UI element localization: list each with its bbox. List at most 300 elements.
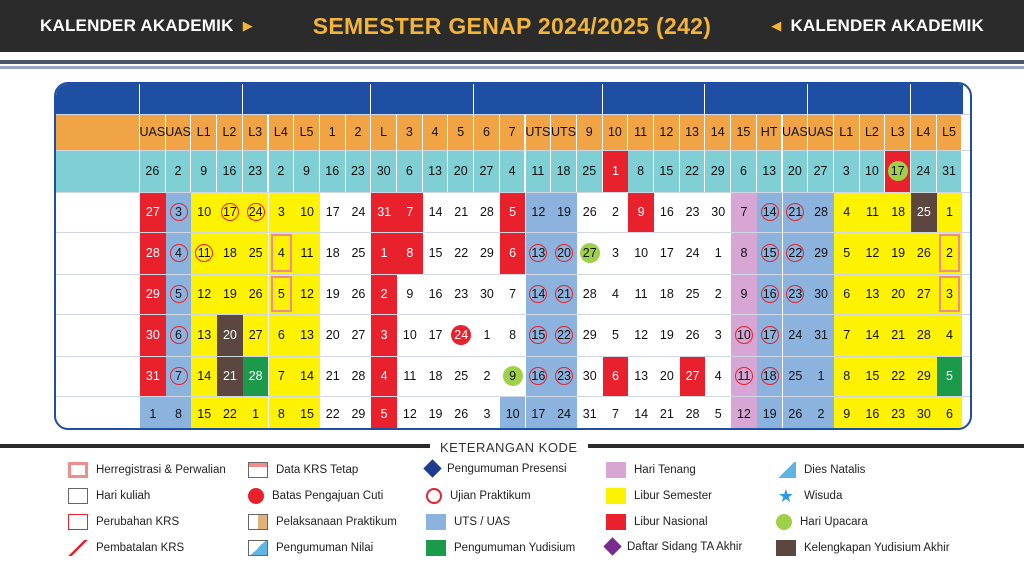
day-cell: 7 — [731, 192, 757, 232]
legend-item — [606, 462, 696, 478]
day-cell — [166, 232, 192, 274]
sunday-date: 8 — [628, 150, 654, 192]
week-number: UAS — [140, 114, 166, 150]
day-cell: 10 — [402, 328, 417, 342]
legend-swatch-icon — [776, 462, 796, 478]
month-header-5 — [705, 84, 808, 114]
exam-circle-icon: 15 — [761, 244, 779, 262]
day-cell: 5 — [611, 328, 619, 342]
legend-label: Pengumuman Presensi — [447, 462, 567, 475]
day-cell: 11 — [860, 192, 886, 232]
day-cell: 12 — [191, 274, 217, 314]
day-cell — [526, 232, 552, 274]
weekday-label — [56, 232, 140, 274]
day-cell: 14 — [294, 356, 320, 396]
day-cell: 6 — [834, 274, 860, 314]
sunday-date: 30 — [371, 150, 397, 192]
sunday-date: 9 — [294, 150, 320, 192]
day-cell: 15 — [191, 396, 217, 430]
day-cell: 4 — [371, 356, 397, 396]
legend-swatch-icon — [606, 462, 626, 478]
sunday-date: 10 — [860, 150, 886, 192]
day-cell: 26 — [454, 407, 469, 421]
legend-swatch-icon: ★ — [777, 485, 795, 506]
week-number: 9 — [577, 114, 603, 150]
sunday-date: 27 — [474, 150, 500, 192]
week-number: 10 — [603, 114, 629, 150]
day-cell: 1 — [243, 396, 269, 430]
leave-deadline-icon: 24 — [451, 325, 471, 345]
ceremony-marker: 17 — [888, 161, 908, 181]
legend-swatch-icon — [248, 514, 268, 530]
day-cell: 27 — [140, 192, 166, 232]
day-cell: 30 — [808, 274, 834, 314]
month-header-blank — [911, 84, 964, 114]
legend-item — [68, 462, 226, 478]
day-cell: 28 — [351, 369, 366, 383]
day-cell: 23 — [454, 287, 469, 301]
day-cell: 9 — [731, 274, 757, 314]
day-cell: 14 — [191, 356, 217, 396]
day-cell: 3 — [714, 328, 722, 342]
week-number: 4 — [423, 114, 449, 150]
day-cell: 22 — [325, 407, 340, 421]
weekday-label — [56, 356, 140, 396]
day-cell: 13 — [634, 369, 649, 383]
day-cell: 4 — [937, 314, 963, 356]
sunday-date: 3 — [834, 150, 860, 192]
week-number: L5 — [294, 114, 320, 150]
day-cell: 28 — [582, 287, 597, 301]
legend-label: Dies Natalis — [804, 464, 866, 476]
day-cell: 28 — [243, 356, 269, 396]
legend-label: Ujian Praktikum — [450, 490, 531, 502]
day-cell: 10 — [500, 396, 526, 430]
day-cell: 29 — [582, 328, 597, 342]
legend-label: Kelengkapan Yudisium Akhir — [804, 542, 950, 554]
exam-circle-icon: 17 — [221, 203, 239, 221]
week-label — [56, 114, 140, 150]
day-cell: 26 — [582, 205, 597, 219]
day-cell: 10 — [191, 192, 217, 232]
day-cell: 12 — [731, 396, 757, 430]
exam-circle-icon: 15 — [529, 326, 547, 344]
day-cell: 17 — [325, 205, 340, 219]
day-cell — [551, 274, 577, 314]
day-cell: 7 — [269, 356, 295, 396]
legend-swatch-icon — [606, 514, 626, 530]
day-cell — [757, 232, 783, 274]
day-cell: 15 — [294, 396, 320, 430]
exam-circle-icon: 24 — [247, 203, 265, 221]
week-number: 15 — [731, 114, 757, 150]
legend-label: Hari Tenang — [634, 464, 696, 476]
exam-circle-icon: 6 — [170, 326, 188, 344]
legend-label: Hari kuliah — [96, 490, 151, 502]
row-divider — [56, 192, 972, 193]
day-cell: 12 — [294, 274, 320, 314]
week-number: 14 — [705, 114, 731, 150]
legend-item — [248, 488, 383, 504]
day-cell: 7 — [834, 314, 860, 356]
legend-label: Hari Upacara — [800, 516, 868, 528]
exam-circle-icon: 13 — [529, 244, 547, 262]
week-number: L3 — [885, 114, 911, 150]
sunday-date: 22 — [680, 150, 706, 192]
day-cell: 5 — [714, 407, 722, 421]
day-cell — [140, 356, 166, 396]
day-cell: 22 — [454, 246, 469, 260]
legend-label: UTS / UAS — [454, 516, 511, 528]
sunday-date: 31 — [937, 150, 963, 192]
day-cell — [757, 192, 783, 232]
week-number: L4 — [269, 114, 295, 150]
exam-circle-icon: 21 — [786, 203, 804, 221]
day-cell: 29 — [808, 232, 834, 274]
legend-swatch-icon — [776, 540, 796, 556]
legend-item — [776, 514, 868, 530]
day-cell — [526, 314, 552, 356]
exam-circle-icon: 4 — [170, 244, 188, 262]
exam-circle-icon: 14 — [761, 203, 779, 221]
day-cell: 3 — [937, 274, 963, 314]
day-cell: 12 — [402, 407, 417, 421]
day-cell: 21 — [659, 407, 674, 421]
day-cell: 18 — [325, 246, 340, 260]
day-cell: 31 — [371, 192, 397, 232]
legend-item — [248, 514, 397, 530]
day-cell — [191, 232, 217, 274]
day-cell: 25 — [911, 192, 937, 232]
week-number: L2 — [217, 114, 243, 150]
day-cell: 9 — [406, 287, 414, 301]
legend-item — [776, 462, 865, 478]
sunday-date: 16 — [217, 150, 243, 192]
day-cell: 10 — [634, 246, 649, 260]
sunday-date: 6 — [397, 150, 423, 192]
day-cell: 31 — [808, 314, 834, 356]
legend-label: Pembatalan KRS — [96, 542, 185, 554]
exam-circle-icon: 22 — [555, 326, 573, 344]
day-cell: 29 — [911, 356, 937, 396]
day-cell: 26 — [911, 232, 937, 274]
exam-circle-icon: 16 — [761, 285, 779, 303]
day-cell: 1 — [808, 356, 834, 396]
legend-swatch-icon — [248, 462, 268, 478]
day-cell: 24 — [551, 396, 577, 430]
day-cell: 20 — [325, 328, 340, 342]
day-cell: 29 — [479, 246, 494, 260]
sunday-date: 2 — [166, 150, 192, 192]
legend-item — [426, 462, 567, 475]
legend-item — [68, 488, 150, 504]
day-cell: 18 — [659, 287, 674, 301]
day-cell: 19 — [217, 274, 243, 314]
legend-item — [426, 488, 531, 504]
day-cell: 26 — [783, 396, 809, 430]
day-cell: 26 — [351, 287, 366, 301]
day-cell: 3 — [269, 192, 295, 232]
week-number: UAS — [783, 114, 809, 150]
day-cell: 23 — [685, 205, 700, 219]
sunday-date: 13 — [423, 150, 449, 192]
sunday-date: 27 — [808, 150, 834, 192]
week-number: 2 — [346, 114, 372, 150]
arrow-right-icon: ▶ — [242, 18, 253, 33]
day-cell: 29 — [140, 274, 166, 314]
day-cell: 31 — [582, 407, 597, 421]
legend-swatch-icon — [68, 540, 88, 556]
day-cell — [217, 192, 243, 232]
day-cell: 25 — [351, 246, 366, 260]
day-cell: 13 — [860, 274, 886, 314]
exam-circle-icon: 16 — [529, 367, 547, 385]
day-cell: 16 — [659, 205, 674, 219]
day-cell — [757, 356, 783, 396]
day-cell: 4 — [611, 287, 619, 301]
day-cell: 7 — [509, 287, 517, 301]
legend-swatch-icon — [423, 459, 441, 477]
day-cell — [757, 274, 783, 314]
day-cell: 12 — [860, 232, 886, 274]
day-cell: 3 — [483, 407, 491, 421]
week-number: 7 — [500, 114, 526, 150]
week-number: UAS — [166, 114, 192, 150]
sunday-date: 2 — [269, 150, 295, 192]
day-cell: 2 — [937, 232, 963, 274]
day-cell: 6 — [603, 356, 629, 396]
row-divider — [56, 150, 972, 151]
day-cell: 16 — [860, 396, 886, 430]
row-divider — [56, 356, 972, 357]
legend-divider — [0, 444, 430, 448]
sunday-label — [56, 150, 140, 192]
day-cell: 24 — [685, 246, 700, 260]
week-number: 1 — [320, 114, 346, 150]
week-number: L4 — [911, 114, 937, 150]
day-cell: 17 — [428, 328, 443, 342]
day-cell: 3 — [371, 314, 397, 356]
day-cell — [448, 314, 474, 356]
exam-circle-icon: 23 — [555, 367, 573, 385]
day-cell: 30 — [911, 396, 937, 430]
day-cell — [757, 314, 783, 356]
day-cell: 19 — [885, 232, 911, 274]
exam-circle-icon: 14 — [529, 285, 547, 303]
day-cell: 11 — [403, 369, 417, 383]
day-cell — [551, 232, 577, 274]
day-cell — [551, 314, 577, 356]
week-number: 13 — [680, 114, 706, 150]
day-cell: 2 — [371, 274, 397, 314]
day-cell — [731, 356, 757, 396]
week-number: 3 — [397, 114, 423, 150]
sunday-date: 4 — [500, 150, 526, 192]
day-cell: 19 — [551, 192, 577, 232]
day-cell: 8 — [509, 328, 517, 342]
day-cell: 12 — [526, 192, 552, 232]
calendar-table — [54, 82, 972, 430]
exam-circle-icon: 23 — [786, 285, 804, 303]
legend-label: Perubahan KRS — [96, 516, 180, 528]
day-cell: 12 — [634, 328, 649, 342]
corner-label — [56, 84, 140, 114]
day-cell: 8 — [397, 232, 423, 274]
weekday-label — [56, 396, 140, 430]
day-cell: 30 — [711, 205, 726, 219]
day-cell: 7 — [397, 192, 423, 232]
day-cell — [166, 274, 192, 314]
row-divider — [56, 396, 972, 397]
day-cell: 9 — [834, 396, 860, 430]
legend-item — [426, 514, 510, 530]
day-cell: 5 — [371, 396, 397, 430]
day-cell: 19 — [757, 396, 783, 430]
day-cell: 1 — [714, 246, 722, 260]
legend-swatch-icon — [68, 488, 88, 504]
day-cell: 17 — [526, 396, 552, 430]
day-cell: 26 — [685, 328, 700, 342]
day-cell: 5 — [269, 274, 295, 314]
exam-circle-icon: 30 — [144, 326, 162, 344]
day-cell: 21 — [454, 205, 469, 219]
week-number: 12 — [654, 114, 680, 150]
day-cell — [166, 356, 192, 396]
legend-label: Herregistrasi & Perwalian — [96, 464, 226, 476]
exam-circle-icon: 31 — [144, 367, 162, 385]
day-cell: 23 — [885, 396, 911, 430]
weekday-label — [56, 314, 140, 356]
day-cell: 30 — [479, 287, 494, 301]
row-divider — [56, 232, 972, 233]
day-cell: 10 — [294, 192, 320, 232]
day-cell: 25 — [783, 356, 809, 396]
legend-label: Pelaksanaan Praktikum — [276, 516, 397, 528]
exam-circle-icon: 11 — [195, 244, 213, 262]
day-cell: 13 — [294, 314, 320, 356]
sunday-date: 23 — [243, 150, 269, 192]
day-cell: 14 — [860, 314, 886, 356]
sunday-date: 18 — [551, 150, 577, 192]
week-number: HT — [757, 114, 783, 150]
legend-label: Wisuda — [804, 490, 843, 502]
sunday-date: 26 — [140, 150, 166, 192]
legend-divider — [588, 444, 1024, 448]
week-number: L1 — [191, 114, 217, 150]
divider — [0, 66, 1024, 69]
day-cell: 27 — [680, 356, 706, 396]
legend-item — [606, 514, 708, 530]
sunday-date: 20 — [783, 150, 809, 192]
day-cell: 27 — [243, 314, 269, 356]
legend-swatch-icon — [776, 514, 792, 530]
day-cell: 30 — [582, 369, 597, 383]
day-cell: 7 — [611, 407, 619, 421]
day-cell: 21 — [217, 356, 243, 396]
day-cell: 16 — [428, 287, 443, 301]
month-header-3 — [474, 84, 603, 114]
legend-label: Data KRS Tetap — [276, 464, 359, 476]
day-cell: 5 — [937, 356, 963, 396]
day-cell — [783, 232, 809, 274]
day-cell: 28 — [479, 205, 494, 219]
legend-item — [606, 540, 742, 553]
header-right-title: KALENDER AKADEMIK — [790, 16, 984, 35]
day-cell: 28 — [685, 407, 700, 421]
day-cell — [243, 192, 269, 232]
legend-swatch-icon — [426, 488, 442, 504]
exam-circle-icon: 3 — [170, 203, 188, 221]
sunday-date: 16 — [320, 150, 346, 192]
arrow-left-icon: ◀ — [771, 18, 782, 33]
legend-title: KETERANGAN KODE — [440, 440, 578, 455]
legend-item — [248, 462, 358, 478]
day-cell: 28 — [808, 192, 834, 232]
sunday-date — [885, 150, 911, 192]
exam-circle-icon: 5 — [170, 285, 188, 303]
week-number: 6 — [474, 114, 500, 150]
row-divider — [56, 314, 972, 315]
exam-circle-icon: 21 — [555, 285, 573, 303]
legend-item — [776, 540, 950, 556]
exam-circle-icon: 7 — [170, 367, 188, 385]
legend-item — [248, 540, 373, 556]
day-cell: 4 — [834, 192, 860, 232]
row-divider — [56, 274, 972, 275]
legend-swatch-icon — [68, 514, 88, 530]
sunday-date: 6 — [731, 150, 757, 192]
day-cell: 18 — [428, 369, 443, 383]
sunday-date: 20 — [448, 150, 474, 192]
day-cell — [526, 274, 552, 314]
day-cell: 19 — [659, 328, 674, 342]
day-cell: 27 — [351, 328, 366, 342]
day-cell — [783, 192, 809, 232]
sunday-date: 11 — [526, 150, 552, 192]
legend-swatch-icon — [426, 514, 446, 530]
day-cell: 14 — [634, 407, 649, 421]
row-divider — [56, 114, 972, 115]
day-cell: 3 — [611, 246, 619, 260]
exam-circle-icon: 17 — [761, 326, 779, 344]
sunday-date: 15 — [654, 150, 680, 192]
day-cell — [526, 356, 552, 396]
day-cell: 8 — [834, 356, 860, 396]
day-cell: 27 — [911, 274, 937, 314]
day-cell: 13 — [191, 314, 217, 356]
sunday-date: 29 — [705, 150, 731, 192]
day-cell — [551, 356, 577, 396]
week-number: UAS — [808, 114, 834, 150]
legend-swatch-icon — [248, 488, 264, 504]
day-cell: 29 — [351, 407, 366, 421]
day-cell: 21 — [325, 369, 340, 383]
day-cell: 5 — [834, 232, 860, 274]
week-number: L5 — [937, 114, 963, 150]
exam-circle-icon: 22 — [786, 244, 804, 262]
day-cell — [140, 314, 166, 356]
day-cell: 28 — [911, 314, 937, 356]
day-cell: 26 — [243, 274, 269, 314]
weekday-label — [56, 192, 140, 232]
day-cell: 20 — [659, 369, 674, 383]
day-cell: 2 — [808, 396, 834, 430]
day-cell: 8 — [731, 232, 757, 274]
day-cell: 4 — [269, 232, 295, 274]
month-header-1 — [243, 84, 372, 114]
month-header-2 — [371, 84, 474, 114]
legend-swatch-icon — [606, 488, 626, 504]
